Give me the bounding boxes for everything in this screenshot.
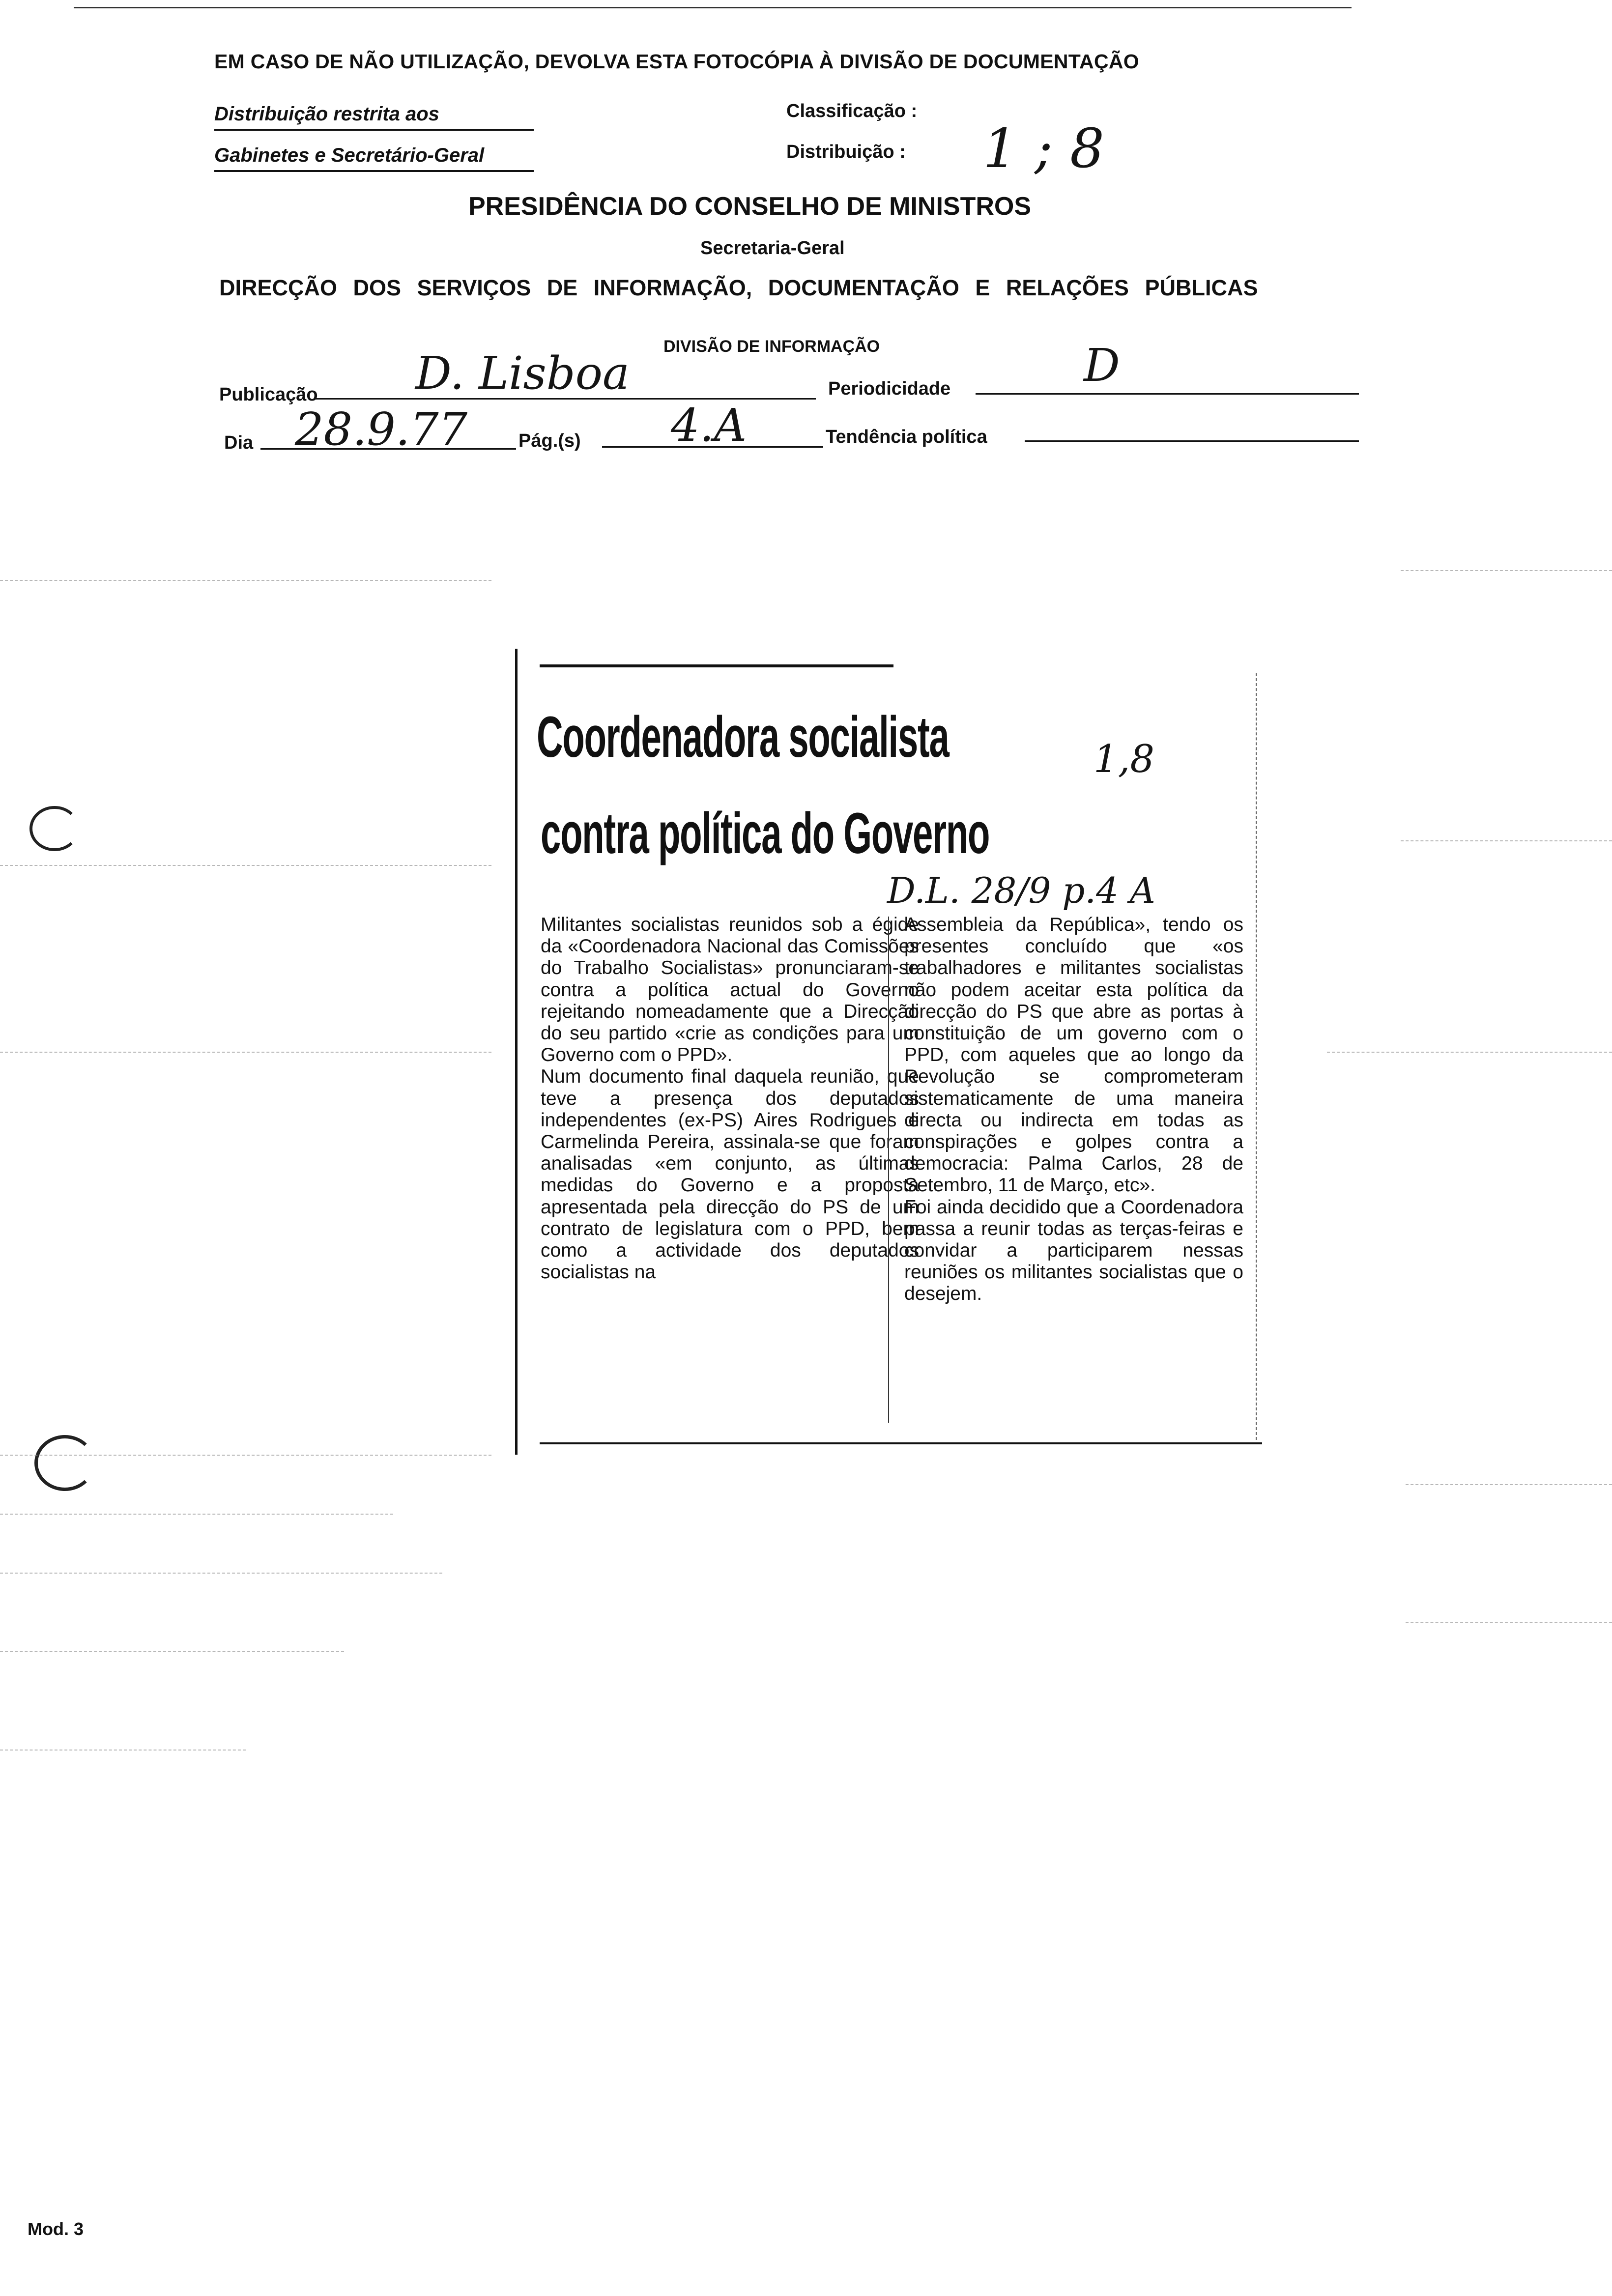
pages-label: Pág.(s) (518, 430, 581, 451)
publication-handwritten: D. Lisboa (415, 347, 630, 400)
scan-noise (1406, 1622, 1612, 1623)
scan-noise (1406, 1484, 1612, 1485)
article-margin-note: 1,8 (1094, 737, 1155, 781)
clipping-right-border (1256, 673, 1257, 1440)
article-source-note: D.L. 28/9 p.4 A (887, 870, 1155, 911)
periodicity-label: Periodicidade (828, 378, 951, 399)
column-divider (888, 917, 889, 1423)
scan-noise (0, 1052, 491, 1053)
scan-noise (0, 865, 491, 866)
article-headline-line1: Coordenadora socialista (537, 705, 949, 770)
distribution-label: Distribuição : (786, 142, 906, 162)
scan-noise (0, 580, 491, 581)
scan-noise (0, 1514, 393, 1515)
distribution-restriction-underline1 (214, 129, 534, 131)
top-edge-line (74, 7, 1352, 8)
binder-hole-lower (34, 1435, 95, 1491)
publication-label: Publicação (219, 384, 318, 405)
distribution-restriction-line1: Distribuição restrita aos (214, 103, 439, 125)
return-notice: EM CASO DE NÃO UTILIZAÇÃO, DEVOLVA ESTA FOTOCÓPIA À DIVISÃO DE DOCUMENTAÇÃO (214, 50, 1139, 73)
model-number: Mod. 3 (28, 2219, 84, 2239)
directorate-title: DIRECÇÃO DOS SERVIÇOS DE INFORMAÇÃO, DOCUMENTAÇÃO E RELAÇÕES PÚBLICAS (219, 275, 1258, 300)
clipping-top-rule (540, 664, 893, 667)
scan-noise (0, 1651, 344, 1652)
pages-handwritten: 4.A (671, 399, 747, 452)
article-column-2: Assembleia da República», tendo os presentes concluído que «os trabalhadores e militantes socialistas não podem aceitar esta política da direcção do PS que abre as portas à constituição de um governo com o PPD, com aqueles que ao longo da Revolução se comprometeram sistematicamente de uma maneira directa ou indirecta em todas as conspirações e golpes contra a democracia: Palma Carlos, 28 de Setembro, 11 de Março, etc». Foi ainda decidido que a Coordenadora passa a reunir todas as terças-feiras e convidar a participarem nessas reuniões os militantes socialistas que o desejem. (904, 914, 1243, 1305)
clipping-bottom-rule (540, 1442, 1262, 1444)
classification-label: Classificação : (786, 101, 918, 121)
periodicity-handwritten: D (1084, 339, 1120, 392)
division-title: DIVISÃO DE INFORMAÇÃO (663, 337, 880, 356)
day-handwritten: 28.9.77 (295, 403, 468, 456)
distribution-restriction-line2: Gabinetes e Secretário-Geral (214, 144, 485, 166)
binder-hole-upper (29, 806, 80, 851)
scan-noise (0, 1750, 246, 1751)
tendency-line (1025, 440, 1359, 442)
scan-noise (0, 1455, 491, 1456)
distribution-value: 1 ; 8 (983, 117, 1104, 180)
distribution-restriction-underline2 (214, 170, 534, 172)
article-headline-line2: contra política do Governo (541, 801, 990, 866)
clipping-left-border (515, 649, 518, 1455)
article-column-1: Militantes socialistas reunidos sob a égide da «Coordenadora Nacional das Comissões do Trabalho Socialistas» pronunciaram-se contra a política actual do Governo rejeitando nomeadamente que a Direcção do seu partido «crie as condições para um Governo com o PPD». Num documento final daquela reunião, que teve a presença dos deputados independentes (ex-PS) Aires Rodrigues e Carmelinda Pereira, assinala-se que foram analisadas «em conjunto, as últimas medidas do Governo e a proposta apresentada pela direcção do PS de um contrato de legislatura com o PPD, bem como a actividade dos deputados socialistas na (541, 914, 919, 1283)
scan-noise (1401, 840, 1612, 841)
tendency-label: Tendência política (826, 427, 987, 447)
periodicity-line (976, 393, 1359, 395)
institution-title: PRESIDÊNCIA DO CONSELHO DE MINISTROS (468, 192, 1032, 221)
scan-noise (1327, 1052, 1612, 1053)
scan-noise (1401, 570, 1612, 571)
scan-noise (0, 1573, 442, 1574)
day-label: Dia (224, 432, 254, 453)
secretariat-title: Secretaria-Geral (700, 238, 845, 258)
